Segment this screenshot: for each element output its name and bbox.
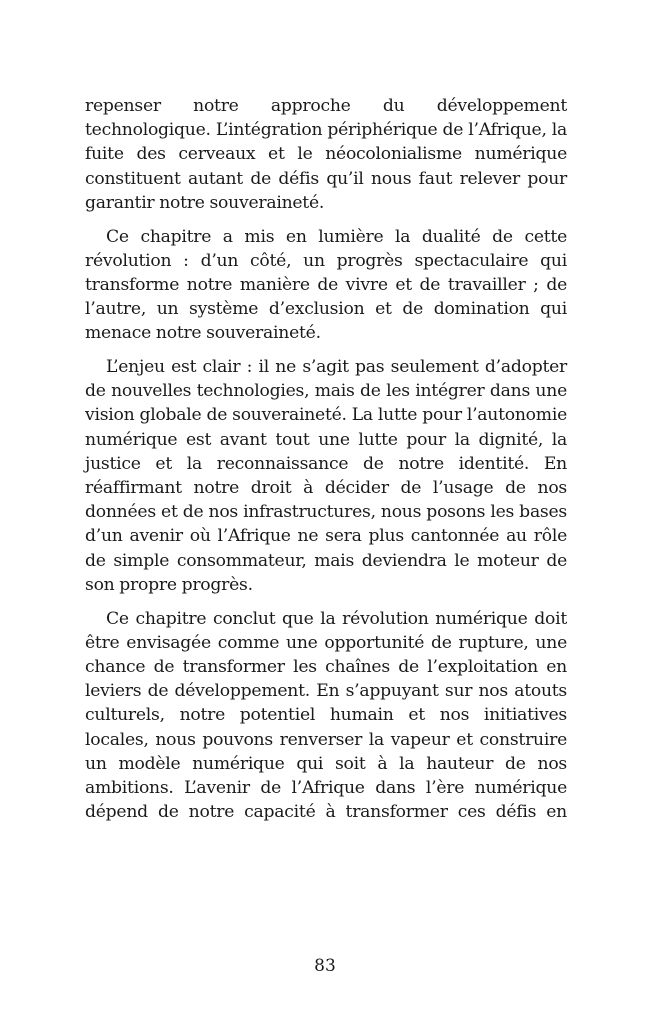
paragraph-conclusion: Ce chapitre conclut que la révolution numérique doit être envisagée comme une opportunité de rupture, une chance de transformer les chaînes de l’exploitation en leviers de développement. En s’appuyant sur nos atouts culturels, notre potentiel humain et nos initiatives locales, nous pouvons renverser la vapeur et construire un modèle numérique qui soit à la hauteur de nos ambitions. L’avenir de l’Afrique dans l’ère numérique dépend de notre capacité à transformer ces défis en xyxy=(85,608,567,823)
paragraph-stakes: L’enjeu est clair : il ne s’agit pas seulement d’adopter de nouvelles technologies, mais de les intégrer dans une vision globale de souveraineté. La lutte pour l’autonomie numérique est avant tout une lutte pour la dignité, la justice et la reconnaissance de notre identité. En réaffirmant notre droit à décider de l’usage de nos données et de nos infrastructures, nous posons les bases d’un avenir où l’Afrique ne sera plus cantonnée au rôle de simple consommateur, mais deviendra le moteur de son propre progrès. xyxy=(85,357,567,595)
paragraph-continuation: repenser notre approche du développement technologique. L’intégration périphérique de l’Afrique, la fuite des cerveaux et le néocolonialisme numérique constituent autant de défis qu’il nous faut relever pour garantir notre souveraineté. xyxy=(85,96,567,213)
paragraph-duality: Ce chapitre a mis en lumière la dualité de cette révolution : d’un côté, un progrès spectaculaire qui transforme notre manière de vivre et de travailler ; de l’autre, un système d’exclusion et de domination qui menace notre souveraineté. xyxy=(85,226,567,344)
body-text xyxy=(85,94,567,834)
page-number: 83 xyxy=(314,956,336,976)
